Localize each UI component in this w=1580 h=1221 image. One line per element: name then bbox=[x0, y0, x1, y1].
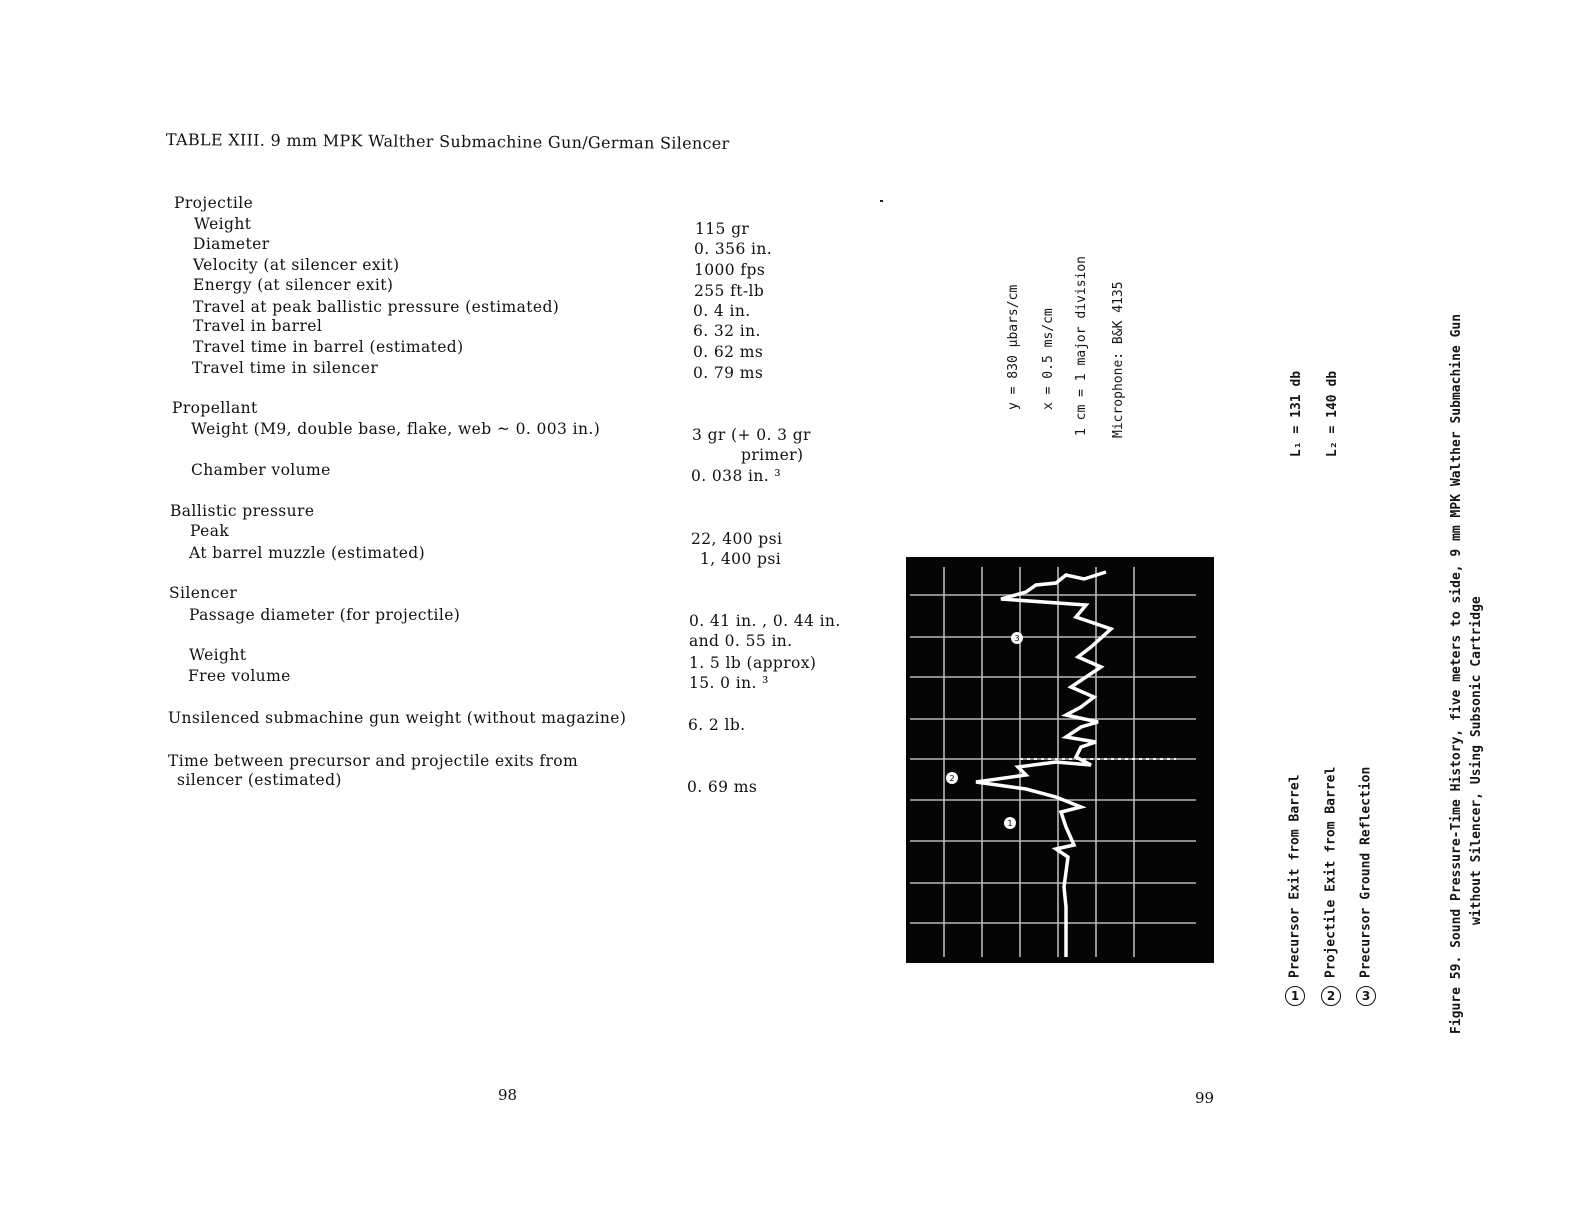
scale-x: x = 0.5 ms/cm bbox=[1041, 308, 1056, 410]
page-number-left: 98 bbox=[498, 1086, 518, 1104]
legend-item-3 bbox=[1356, 767, 1376, 1006]
row-label: Weight (M9, double base, flake, web ~ 0. 003 in.) bbox=[191, 420, 601, 438]
row-label: Passage diameter (for projectile) bbox=[189, 606, 461, 624]
section-silencer: Silencer bbox=[169, 584, 238, 602]
marker-label: 2 bbox=[949, 774, 955, 783]
legend-number: 2 bbox=[1321, 986, 1341, 1006]
speck bbox=[880, 200, 883, 202]
row-label: Weight bbox=[189, 646, 247, 664]
row-value: primer) bbox=[741, 446, 804, 464]
row-label: Unsilenced submachine gun weight (without magazine) bbox=[168, 709, 627, 727]
page-number-right: 99 bbox=[1195, 1089, 1215, 1107]
legend-text: Precursor Ground Reflection bbox=[1358, 766, 1374, 978]
row-value: 255 ft-lb bbox=[694, 282, 765, 300]
legend-text: Precursor Exit from Barrel bbox=[1287, 774, 1303, 978]
legend-number: 3 bbox=[1356, 986, 1376, 1006]
row-label: Diameter bbox=[193, 235, 270, 253]
row-value: 1, 400 psi bbox=[700, 550, 782, 568]
row-value: 6. 32 in. bbox=[693, 322, 761, 340]
marker-label: 3 bbox=[1014, 634, 1020, 643]
section-propellant: Propellant bbox=[172, 399, 258, 417]
row-value: 0. 4 in. bbox=[693, 302, 751, 320]
scale-mic: Microphone: B&K 4135 bbox=[1111, 281, 1126, 438]
row-value: 1. 5 lb (approx) bbox=[689, 654, 817, 672]
row-value: and 0. 55 in. bbox=[689, 632, 793, 650]
row-value: 0. 62 ms bbox=[693, 343, 764, 361]
row-value: 6. 2 lb. bbox=[688, 716, 746, 734]
oscilloscope-trace-svg bbox=[906, 557, 1214, 963]
row-label: Peak bbox=[190, 522, 230, 540]
legend-item-1 bbox=[1285, 775, 1305, 1007]
row-value: 0. 41 in. , 0. 44 in. bbox=[689, 612, 841, 630]
legend-text: Projectile Exit from Barrel bbox=[1323, 766, 1339, 978]
row-value: 0. 038 in. ³ bbox=[691, 467, 782, 485]
row-value: 0. 356 in. bbox=[694, 240, 773, 258]
figure-caption-line1: Figure 59. Sound Pressure-Time History, five meters to side, 9 mm MPK Walther Submachine Gun bbox=[1449, 313, 1464, 1034]
row-label: At barrel muzzle (estimated) bbox=[189, 544, 426, 562]
row-label: Travel in barrel bbox=[193, 317, 323, 335]
row-label: Time between precursor and projectile exits from bbox=[168, 752, 579, 770]
table-title: TABLE XIII. 9 mm MPK Walther Submachine Gun/German Silencer bbox=[165, 130, 730, 153]
row-value: 0. 69 ms bbox=[687, 778, 758, 796]
section-projectile: Projectile bbox=[174, 194, 254, 212]
row-label: Free volume bbox=[188, 667, 291, 685]
level-l1: L₁ = 131 db bbox=[1289, 370, 1304, 457]
row-label: Weight bbox=[194, 215, 252, 233]
row-label: Chamber volume bbox=[191, 461, 331, 479]
scale-y: y = 830 µbars/cm bbox=[1006, 284, 1021, 410]
row-value: 0. 79 ms bbox=[693, 364, 764, 382]
oscilloscope-photo bbox=[906, 557, 1214, 963]
row-value: 1000 fps bbox=[694, 261, 766, 279]
marker-label: 1 bbox=[1007, 819, 1013, 828]
section-ballistic-pressure: Ballistic pressure bbox=[170, 502, 315, 520]
row-value: 3 gr (+ 0. 3 gr bbox=[692, 426, 811, 444]
legend-number: 1 bbox=[1285, 986, 1305, 1006]
row-value: 22, 400 psi bbox=[691, 530, 783, 548]
legend-item-2 bbox=[1321, 767, 1341, 1006]
pressure-trace bbox=[976, 572, 1111, 957]
row-label: silencer (estimated) bbox=[177, 771, 342, 789]
row-value: 115 gr bbox=[695, 220, 750, 238]
row-label: Travel time in barrel (estimated) bbox=[193, 338, 464, 356]
level-l2: L₂ = 140 db bbox=[1325, 370, 1340, 457]
row-label: Velocity (at silencer exit) bbox=[193, 256, 400, 274]
row-label: Travel at peak ballistic pressure (estimated) bbox=[193, 298, 560, 316]
scale-cm: 1 cm = 1 major division bbox=[1074, 255, 1089, 436]
figure-caption-line2: without Silencer, Using Subsonic Cartridge bbox=[1469, 596, 1484, 925]
row-label: Travel time in silencer bbox=[192, 359, 379, 377]
row-value: 15. 0 in. ³ bbox=[689, 674, 769, 692]
row-label: Energy (at silencer exit) bbox=[193, 276, 394, 294]
